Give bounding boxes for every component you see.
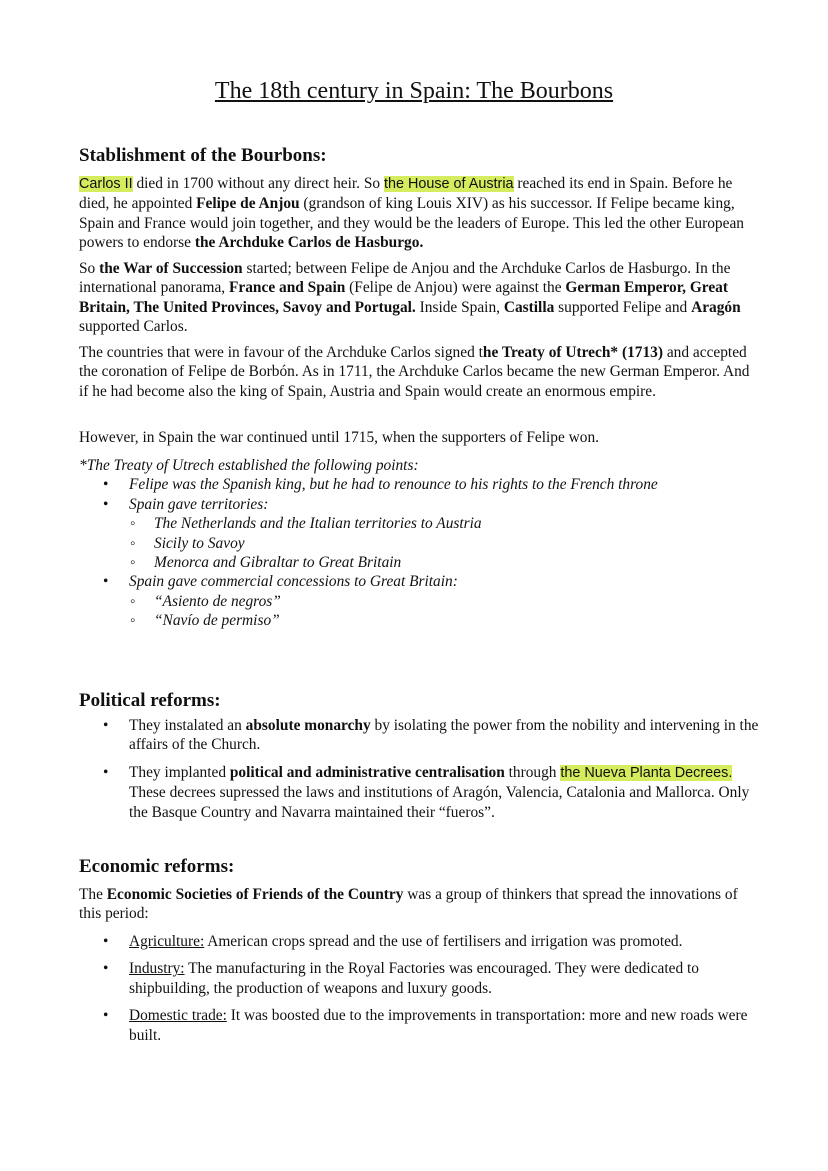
list-item bbox=[79, 1006, 759, 1045]
sub-list bbox=[129, 592, 759, 631]
sub-list-item: ◦ Sicily to Savoy bbox=[129, 534, 759, 553]
text-run: through bbox=[504, 763, 561, 781]
list-item bbox=[79, 716, 759, 755]
text-run: The countries that were in favour of the Archduke Carlos signed t bbox=[79, 344, 483, 361]
bold-castilla: Castilla bbox=[503, 298, 555, 316]
text-run: supported Felipe and bbox=[554, 298, 692, 316]
list-item bbox=[79, 763, 759, 822]
highlight-carlos-ii: Carlos II bbox=[79, 176, 133, 192]
sub-list bbox=[129, 514, 759, 572]
text-run: (Felipe de Anjou) were against the bbox=[345, 279, 566, 297]
section-heading-political: Political reforms: bbox=[79, 690, 221, 711]
bold-centralisation: political and administrative centralisation bbox=[229, 763, 505, 781]
text-run: They instalated an bbox=[129, 717, 246, 734]
sub-list-item: ◦ Menorca and Gibraltar to Great Britain bbox=[129, 553, 759, 572]
bold-war-succession: the War of Succession bbox=[99, 260, 243, 277]
document-title: The 18th century in Spain: The Bourbons bbox=[214, 78, 614, 104]
text-run: started; between Felipe de Anjou and the Archduke Carlos de Hasburgo. In the international panorama, bbox=[79, 260, 731, 297]
sub-list-item: ◦ “Asiento de negros” bbox=[129, 592, 759, 611]
bold-coalition: German Emperor, Great Britain, The United Provinces, Savoy and Portugal. bbox=[79, 279, 728, 316]
text-run: It was boosted due to the improvements in transportation: more and new roads were built. bbox=[129, 1007, 748, 1044]
label-domestic-trade: Domestic trade: bbox=[129, 1007, 227, 1025]
list-item bbox=[79, 959, 759, 998]
sub-list-item: ◦ “Navío de permiso” bbox=[129, 611, 759, 630]
text-run: The bbox=[79, 886, 107, 903]
text-run: supported Carlos. bbox=[79, 318, 188, 336]
bold-economic-societies: Economic Societies of Friends of the Country bbox=[106, 886, 404, 903]
text-run: They implanted bbox=[129, 763, 230, 781]
paragraph-war-continued: However, in Spain the war continued until 1715, when the supporters of Felipe won. bbox=[79, 429, 599, 446]
list-item-text: Spain gave commercial concessions to Great Britain: bbox=[129, 573, 458, 591]
bold-aragon: Aragón bbox=[691, 298, 741, 316]
treaty-points bbox=[79, 456, 759, 631]
bold-absolute-monarchy: absolute monarchy bbox=[245, 717, 371, 734]
paragraph-war-succession bbox=[79, 259, 759, 337]
list-item bbox=[79, 932, 759, 951]
text-run: Inside Spain, bbox=[415, 298, 504, 316]
treaty-intro: *The Treaty of Utrech established the following points: bbox=[79, 457, 419, 474]
text-run: reached its end in Spain. Before he died, he appointed bbox=[79, 175, 733, 213]
list-item bbox=[79, 572, 759, 630]
bold-felipe-anjou: Felipe de Anjou bbox=[196, 195, 300, 213]
label-industry: Industry: bbox=[129, 960, 185, 978]
list-item bbox=[79, 495, 759, 573]
label-agriculture: Agriculture: bbox=[129, 933, 205, 950]
text-run: was a group of thinkers that spread the innovations of this period: bbox=[79, 886, 738, 923]
bold-france-spain: France and Spain bbox=[229, 279, 346, 297]
section-heading-bourbons: Stablishment of the Bourbons: bbox=[79, 145, 327, 166]
sub-list-item: ◦ The Netherlands and the Italian territories to Austria bbox=[129, 514, 759, 533]
text-run: died in 1700 without any direct heir. So bbox=[132, 175, 384, 192]
bold-treaty: he Treaty of Utrech* (1713) bbox=[482, 344, 663, 361]
bold-archduke: the Archduke Carlos de Hasburgo. bbox=[194, 234, 424, 252]
text-run: and accepted the coronation of Felipe de Borbón. As in 1711, the Archduke Carlos became the new German Emperor. And if he had become also the king of Spain, Austria and Spain would create an enormous empire. bbox=[79, 344, 750, 400]
paragraph-economic-societies bbox=[79, 885, 759, 924]
text-run: These decrees supressed the laws and institutions of Aragón, Valencia, Catalonia and Mallorca. Only the Basque Country and Navarra maintained their “fueros”. bbox=[129, 784, 750, 821]
section-heading-economic: Economic reforms: bbox=[79, 856, 235, 877]
text-run: So bbox=[79, 260, 100, 277]
text-run: The manufacturing in the Royal Factories was encouraged. They were dedicated to shipbuilding, the production of weapons and luxury goods. bbox=[129, 960, 699, 997]
economic-list bbox=[79, 932, 759, 1045]
treaty-list bbox=[79, 475, 759, 630]
paragraph-treaty-utrech bbox=[79, 343, 759, 401]
text-run: by isolating the power from the nobility and intervening in the affairs of the Church. bbox=[129, 717, 759, 754]
list-item: • Felipe was the Spanish king, but he had to renounce to his rights to the French throne bbox=[79, 475, 759, 494]
political-list bbox=[79, 716, 759, 822]
list-item-text: Spain gave territories: bbox=[129, 495, 269, 513]
paragraph-death-carlos bbox=[79, 174, 759, 253]
text-run: American crops spread and the use of fertilisers and irrigation was promoted. bbox=[204, 933, 683, 950]
highlight-house-austria: the House of Austria bbox=[383, 176, 514, 192]
text-run: (grandson of king Louis XIV) as his successor. If Felipe became king, Spain and France would join together, and they would be the leaders of Europe. This led the other European powers to endorse bbox=[79, 195, 744, 252]
highlight-nueva-planta: the Nueva Planta Decrees. bbox=[560, 764, 733, 781]
